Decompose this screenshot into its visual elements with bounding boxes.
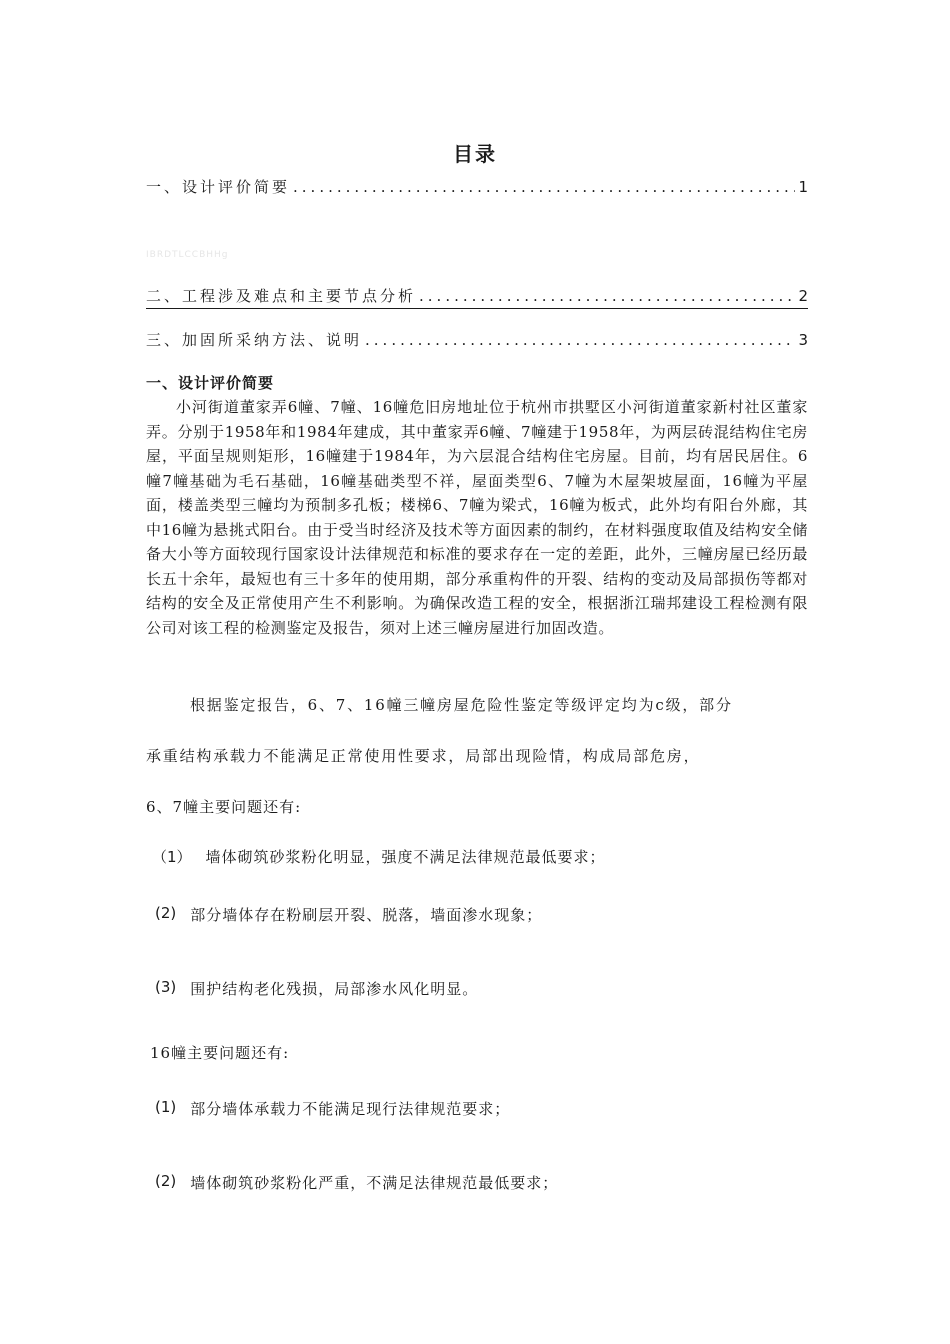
group-intro-6-7: 6、7幢主要问题还有: (146, 798, 302, 816)
list-item-text: 部分墙体存在粉刷层开裂、脱落，墙面渗水现象； (190, 906, 543, 924)
list-item (155, 978, 478, 999)
toc-dot-leader (293, 178, 795, 196)
toc-entry-page: 3 (798, 331, 808, 349)
toc-entry-page: 2 (798, 287, 808, 305)
toc-dot-leader (365, 331, 795, 349)
toc-entry-3[interactable] (146, 329, 808, 350)
toc-entry-2[interactable] (146, 285, 808, 309)
list-item-text: 墙体砌筑砂浆粉化严重，不满足法律规范最低要求； (190, 1174, 559, 1192)
paragraph-text: 小河街道董家弄6幢、7幢、16幢危旧房地址位于杭州市拱墅区小河街道董家新村社区董家弄。分别于1958年和1984年建成，其中董家弄6幢、7幢建于1958年，为两层砖混结构住宅房屋，平面呈规则矩形，16幢建于1984年，为六层混合结构住宅房屋。目前，均有居民居住。6幢7幢基础为毛石基础，16幢基础类型不祥，屋面类型6、7幢为木屋架坡屋面，16幢为平屋面，楼盖类型三幢均为预制多孔板；楼梯6、7幢为梁式，16幢为板式，此外均有阳台外廊，其中16幢为悬挑式阳台。由于受当时经济及技术等方面因素的制约，在材料强度取值及结构安全储备大小等方面较现行国家设计法律规范和标准的要求存在一定的差距，此外，三幢房屋已经历最长五十余年，最短也有三十多年的使用期，部分承重构件的开裂、结构的变动及局部损伤等都对结构的安全及正常使用产生不利影响。为确保改造工程的安全，根据浙江瑞邦建设工程检测有限公司对该工程的检测鉴定及报告，须对上述三幢房屋进行加固改造。 (146, 398, 808, 637)
section-paragraph (146, 395, 808, 640)
list-item (155, 1172, 558, 1193)
list-item (155, 1098, 510, 1119)
list-item-text: 围护结构老化残损，局部渗水风化明显。 (190, 980, 479, 998)
section-heading: 一、设计评价简要 (146, 374, 275, 392)
list-marker: (1) (155, 1098, 177, 1116)
list-item-text: 部分墙体承载力不能满足现行法律规范要求； (190, 1100, 511, 1118)
list-marker: (2) (155, 904, 177, 922)
list-marker: （1） (152, 848, 192, 866)
list-marker: (3) (155, 978, 177, 996)
faint-watermark-text: IBRDTLCCBHHg (146, 250, 229, 260)
group-intro-16: 16幢主要问题还有: (150, 1044, 290, 1062)
toc-entry-1[interactable] (146, 176, 808, 197)
toc-entry-label: 一、设计评价简要 (146, 178, 291, 196)
toc-title: 目录 (453, 142, 497, 166)
paragraph-line-3: 承重结构承载力不能满足正常使用性要求，局部出现险情，构成局部危房， (146, 747, 701, 765)
list-item-text: 墙体砌筑砂浆粉化明显，强度不满足法律规范最低要求； (205, 848, 606, 866)
toc-entry-label: 三、加固所采纳方法、说明 (146, 331, 363, 349)
list-marker: (2) (155, 1172, 177, 1190)
list-item (155, 904, 542, 925)
toc-dot-leader (419, 287, 795, 305)
paragraph-line-2: 根据鉴定报告，6、7、16幢三幢房屋危险性鉴定等级评定均为c级，部分 (190, 696, 733, 714)
toc-entry-page: 1 (798, 178, 808, 196)
toc-entry-label: 二、工程涉及难点和主要节点分析 (146, 287, 417, 305)
list-item (152, 846, 606, 867)
